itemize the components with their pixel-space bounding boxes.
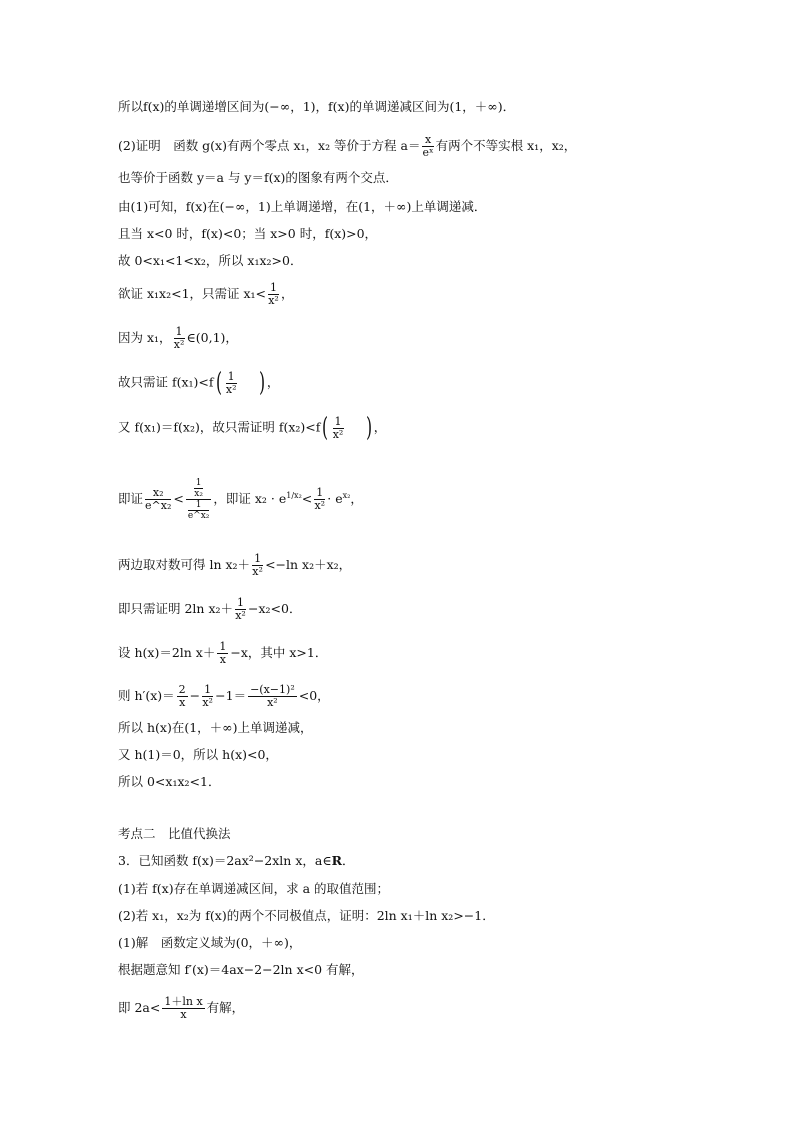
fraction-numerator: 1 <box>334 414 342 428</box>
fraction <box>202 684 213 709</box>
text-segment: ， <box>373 419 387 435</box>
text-line <box>118 478 363 521</box>
text-line <box>118 282 294 307</box>
text-line <box>118 996 244 1021</box>
fraction <box>162 996 204 1021</box>
fraction <box>226 371 237 396</box>
text-segment: 即只需证明 2ln x₂＋ <box>118 601 234 616</box>
fraction <box>217 641 228 666</box>
text-line: 所以f(x)的单调递增区间为(−∞，1)，f(x)的单调递减区间为(1，＋∞)． <box>118 99 516 114</box>
fraction <box>268 282 279 307</box>
text-line <box>118 684 330 709</box>
fraction-numerator: 1 <box>254 552 262 565</box>
fraction-denominator: x² <box>268 294 279 307</box>
text-segment: 有两个不等实根 x₁，x₂， <box>435 138 577 153</box>
fraction <box>145 487 171 512</box>
section-heading: 考点二 比值代换法 <box>118 826 231 841</box>
text-segment: 欲证 x₁x₂<1，只需证 x₁< <box>118 286 267 301</box>
text-line <box>118 853 354 869</box>
text-segment: ， <box>281 286 294 301</box>
text-segment: 3．已知函数 f(x)＝2ax²−2xln x，a∈ <box>118 853 332 868</box>
text-segment: ， <box>266 374 280 390</box>
text-segment: 则 h′(x)＝ <box>118 688 175 703</box>
fraction-numerator: 1 <box>219 640 227 653</box>
fraction <box>333 416 344 441</box>
text-line: 故 0<x₁<1<x₂，所以 x₁x₂>0． <box>118 253 303 268</box>
fraction-denominator: e^x₂ <box>187 511 210 521</box>
fraction-denominator: x² <box>235 609 246 622</box>
compound-fraction <box>186 478 212 521</box>
fraction-denominator: x² <box>225 382 237 396</box>
fraction-numerator: 1 <box>270 281 278 294</box>
fraction <box>314 487 325 512</box>
superscript: 1/x₂ <box>286 490 302 500</box>
fraction-denominator: x² <box>267 696 278 709</box>
text-line: (1)解 函数定义域为(0，＋∞)， <box>118 935 302 950</box>
superscript: x₂ <box>342 490 351 500</box>
text-segment: < <box>301 491 313 506</box>
right-paren: ) <box>258 368 265 398</box>
text-line <box>118 134 576 159</box>
real-numbers-symbol: R <box>331 853 342 868</box>
fraction <box>177 684 188 709</box>
fraction <box>174 326 185 351</box>
text-line: (2)若 x₁，x₂为 f(x)的两个不同极值点，证明：2ln x₁＋ln x₂>−1． <box>118 908 495 923</box>
text-segment: <0， <box>298 688 330 703</box>
right-paren: ) <box>365 413 372 443</box>
fraction-denominator: eˣ <box>422 146 434 159</box>
less-than-sign: < <box>173 491 184 506</box>
text-line <box>118 641 327 666</box>
fraction-denominator <box>186 500 212 521</box>
inner-fraction <box>194 478 204 499</box>
fraction-numerator: 1 <box>237 596 245 609</box>
text-segment: −x₂<0． <box>248 601 302 616</box>
fraction-denominator: x² <box>314 499 326 512</box>
text-line <box>118 370 279 396</box>
fraction-numerator: 1＋ln x <box>164 995 203 1008</box>
fraction-numerator: 1 <box>195 478 202 488</box>
fraction-numerator: 1 <box>175 325 183 338</box>
text-segment: − <box>189 688 201 703</box>
text-line <box>118 415 386 441</box>
fraction-numerator: x₂ <box>145 487 171 500</box>
fraction-denominator: e^x₂ <box>145 499 172 512</box>
text-line: (1)若 f(x)存在单调递减区间，求 a 的取值范围； <box>118 881 390 896</box>
fraction-numerator <box>186 478 212 500</box>
text-segment: 即 2a< <box>118 1000 161 1015</box>
left-paren: ( <box>215 368 222 398</box>
text-segment: · e <box>327 491 343 506</box>
text-line: 根据题意知 f′(x)＝4ax−2−2ln x<0 有解， <box>118 962 364 977</box>
text-segment: <−ln x₂＋x₂， <box>265 557 352 572</box>
fraction <box>235 597 246 622</box>
text-line: 所以 h(x)在(1，＋∞)上单调递减， <box>118 720 313 735</box>
fraction-denominator: x₂ <box>194 489 203 499</box>
fraction-numerator: 1 <box>204 683 212 696</box>
text-segment: 因为 x₁， <box>118 330 172 345</box>
text-segment: 两边取对数可得 ln x₂＋ <box>118 557 251 572</box>
fraction <box>248 684 297 709</box>
text-segment: 即证 <box>118 491 144 506</box>
fraction-numerator: x <box>422 134 433 147</box>
text-segment: 有解， <box>206 1000 245 1015</box>
text-line: 又 h(1)＝0，所以 h(x)<0， <box>118 747 278 762</box>
text-line <box>118 597 301 622</box>
fraction <box>252 553 263 578</box>
fraction-numerator: 1 <box>188 500 210 511</box>
text-segment: 设 h(x)＝2ln x＋ <box>118 645 216 660</box>
fraction-denominator: x² <box>332 427 344 441</box>
fraction-numerator: −(x−1)² <box>250 683 295 696</box>
fraction-denominator: x² <box>202 696 213 709</box>
text-segment: −1＝ <box>215 688 247 703</box>
fraction-denominator: x <box>219 653 226 666</box>
text-segment: −x，其中 x>1． <box>230 645 328 660</box>
fraction-numerator: 1 <box>316 486 324 499</box>
fraction <box>422 134 433 159</box>
text-segment: ，即证 x₂ · e <box>213 491 287 506</box>
text-segment: ， <box>350 491 363 506</box>
text-segment: (2)证明 函数 g(x)有两个零点 x₁，x₂ 等价于方程 a＝ <box>118 138 421 153</box>
text-line: 且当 x<0 时，f(x)<0；当 x>0 时，f(x)>0， <box>118 226 378 241</box>
fraction-numerator: 1 <box>227 369 235 383</box>
text-segment: 又 f(x₁)＝f(x₂)，故只需证明 f(x₂)<f <box>118 419 321 435</box>
text-segment: 故只需证 f(x₁)<f <box>118 374 214 390</box>
text-segment: ． <box>341 853 355 868</box>
fraction-numerator: 2 <box>178 683 186 696</box>
text-line <box>118 553 351 578</box>
text-line: 所以 0<x₁x₂<1． <box>118 774 221 789</box>
fraction-denominator: x² <box>173 338 185 351</box>
text-line: 也等价于函数 y＝a 与 y＝f(x)的图象有两个交点． <box>118 170 398 185</box>
inner-fraction <box>188 500 210 521</box>
fraction-denominator: x² <box>252 565 263 578</box>
left-paren: ( <box>322 413 329 443</box>
fraction-denominator: x <box>180 1008 187 1021</box>
text-line <box>118 326 238 351</box>
fraction-denominator: x <box>179 696 186 709</box>
text-line: 由(1)可知，f(x)在(−∞，1)上单调递增，在(1，＋∞)上单调递减． <box>118 199 487 214</box>
text-segment: ∈(0,1)， <box>186 330 238 345</box>
